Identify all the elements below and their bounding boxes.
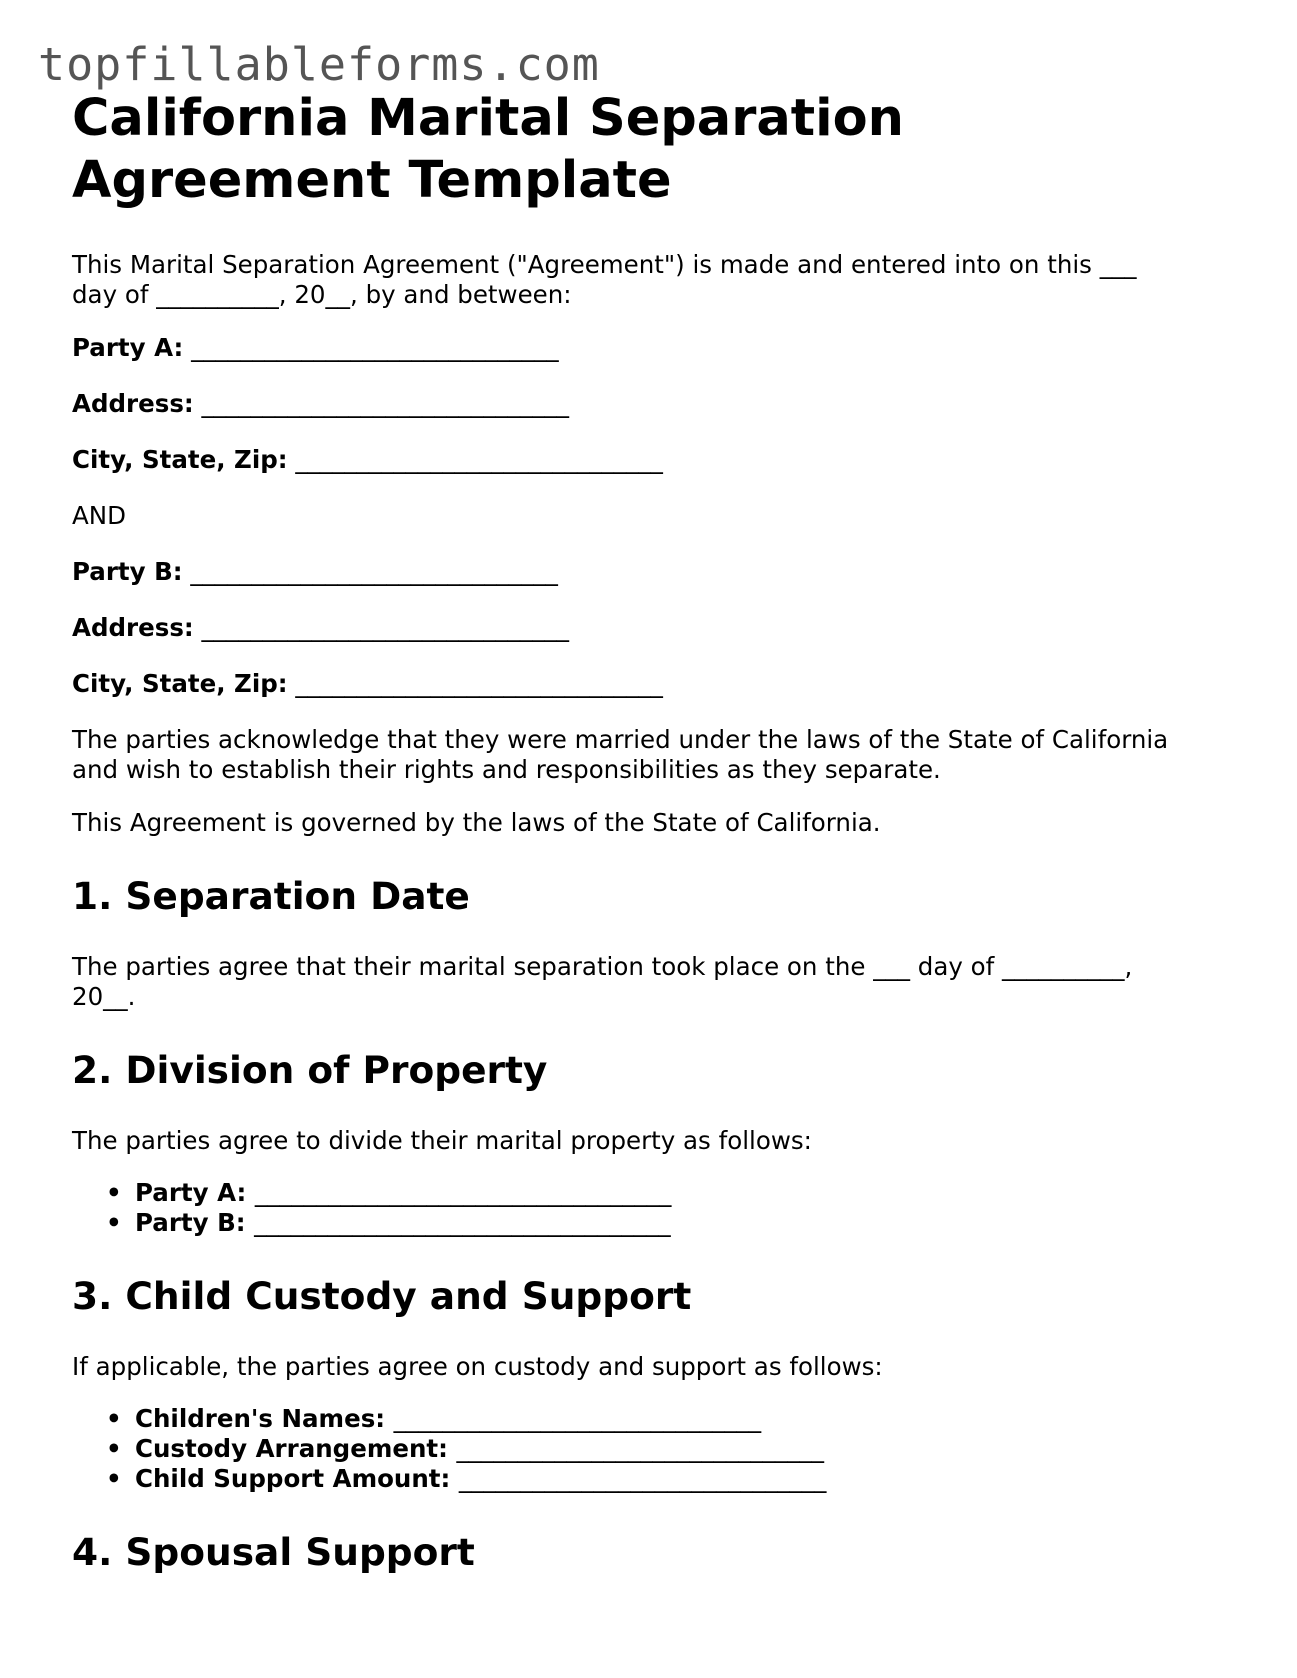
section-1-heading: 1. Separation Date [72,874,470,918]
acknowledge-paragraph [72,725,1242,785]
section-2-text: The parties agree to divide their marital property as follows: [72,1126,812,1155]
party-a-name-field [72,333,1242,363]
party-a-address-field [72,389,1242,419]
custody-arrangement-blank[interactable]: ______________________________ [456,1434,824,1463]
party-a-address-blank[interactable]: ______________________________ [201,389,569,418]
list-item [72,1404,1242,1434]
page-title [72,88,1242,212]
party-b-address-label: Address: [72,613,194,642]
list-item [72,1434,1242,1464]
party-a-fields [72,333,1242,699]
acknowledge-line-2: and wish to establish their rights and responsibilities as they separate. [72,755,941,784]
governed-paragraph: This Agreement is governed by the laws of the State of California. [72,808,881,837]
section-1-line-2: 20__. [72,982,136,1011]
child-support-amount-label: Child Support Amount: [135,1464,451,1493]
acknowledge-line-1: The parties acknowledge that they were married under the laws of the State of California [72,725,1169,754]
list-item [72,1464,1242,1494]
custody-list [72,1404,1242,1494]
property-party-a-blank[interactable]: __________________________________ [254,1178,672,1207]
intro-line-2: day of __________, 20__, by and between: [72,280,572,309]
title-line-1: California Marital Separation [72,89,904,148]
party-a-address-label: Address: [72,389,194,418]
and-text: AND [72,501,126,530]
child-support-amount-blank[interactable]: ______________________________ [458,1464,827,1493]
party-b-city-field [72,669,1242,699]
section-1-line-1: The parties agree that their marital separation took place on the ___ day of __________, [72,952,1133,981]
section-3-heading: 3. Child Custody and Support [72,1274,692,1318]
party-b-address-blank[interactable]: ______________________________ [201,613,569,642]
children-names-blank[interactable]: ______________________________ [393,1404,762,1433]
party-a-name-blank[interactable]: ______________________________ [191,333,559,362]
property-party-b-blank[interactable]: __________________________________ [254,1208,671,1237]
children-names-label: Children's Names: [135,1404,386,1433]
property-party-b-label: Party B: [135,1208,246,1237]
title-line-2: Agreement Template [72,151,672,210]
section-3-text: If applicable, the parties agree on custody and support as follows: [72,1352,883,1381]
party-a-city-label: City, State, Zip: [72,445,288,474]
party-b-city-blank[interactable]: ______________________________ [295,669,663,698]
property-party-a-label: Party A: [135,1178,247,1207]
list-item [72,1178,1242,1208]
party-b-city-label: City, State, Zip: [72,669,288,698]
party-b-name-blank[interactable]: ______________________________ [190,557,558,586]
party-a-name-label: Party A: [72,333,184,362]
list-item [72,1208,1242,1238]
property-list [72,1178,1242,1238]
document-page [72,88,1242,1608]
party-a-city-field [72,445,1242,475]
custody-arrangement-label: Custody Arrangement: [135,1434,448,1463]
section-4-heading: 4. Spousal Support [72,1530,475,1574]
section-1-text [72,952,1242,1012]
intro-paragraph [72,250,1242,310]
intro-line-1: This Marital Separation Agreement ("Agreement") is made and entered into on this ___ [72,250,1137,279]
watermark-text: topfillableforms.com [38,38,600,91]
section-2-heading: 2. Division of Property [72,1048,548,1092]
party-a-city-blank[interactable]: ______________________________ [295,445,663,474]
party-b-address-field [72,613,1242,643]
party-b-name-label: Party B: [72,557,183,586]
party-b-name-field [72,557,1242,587]
